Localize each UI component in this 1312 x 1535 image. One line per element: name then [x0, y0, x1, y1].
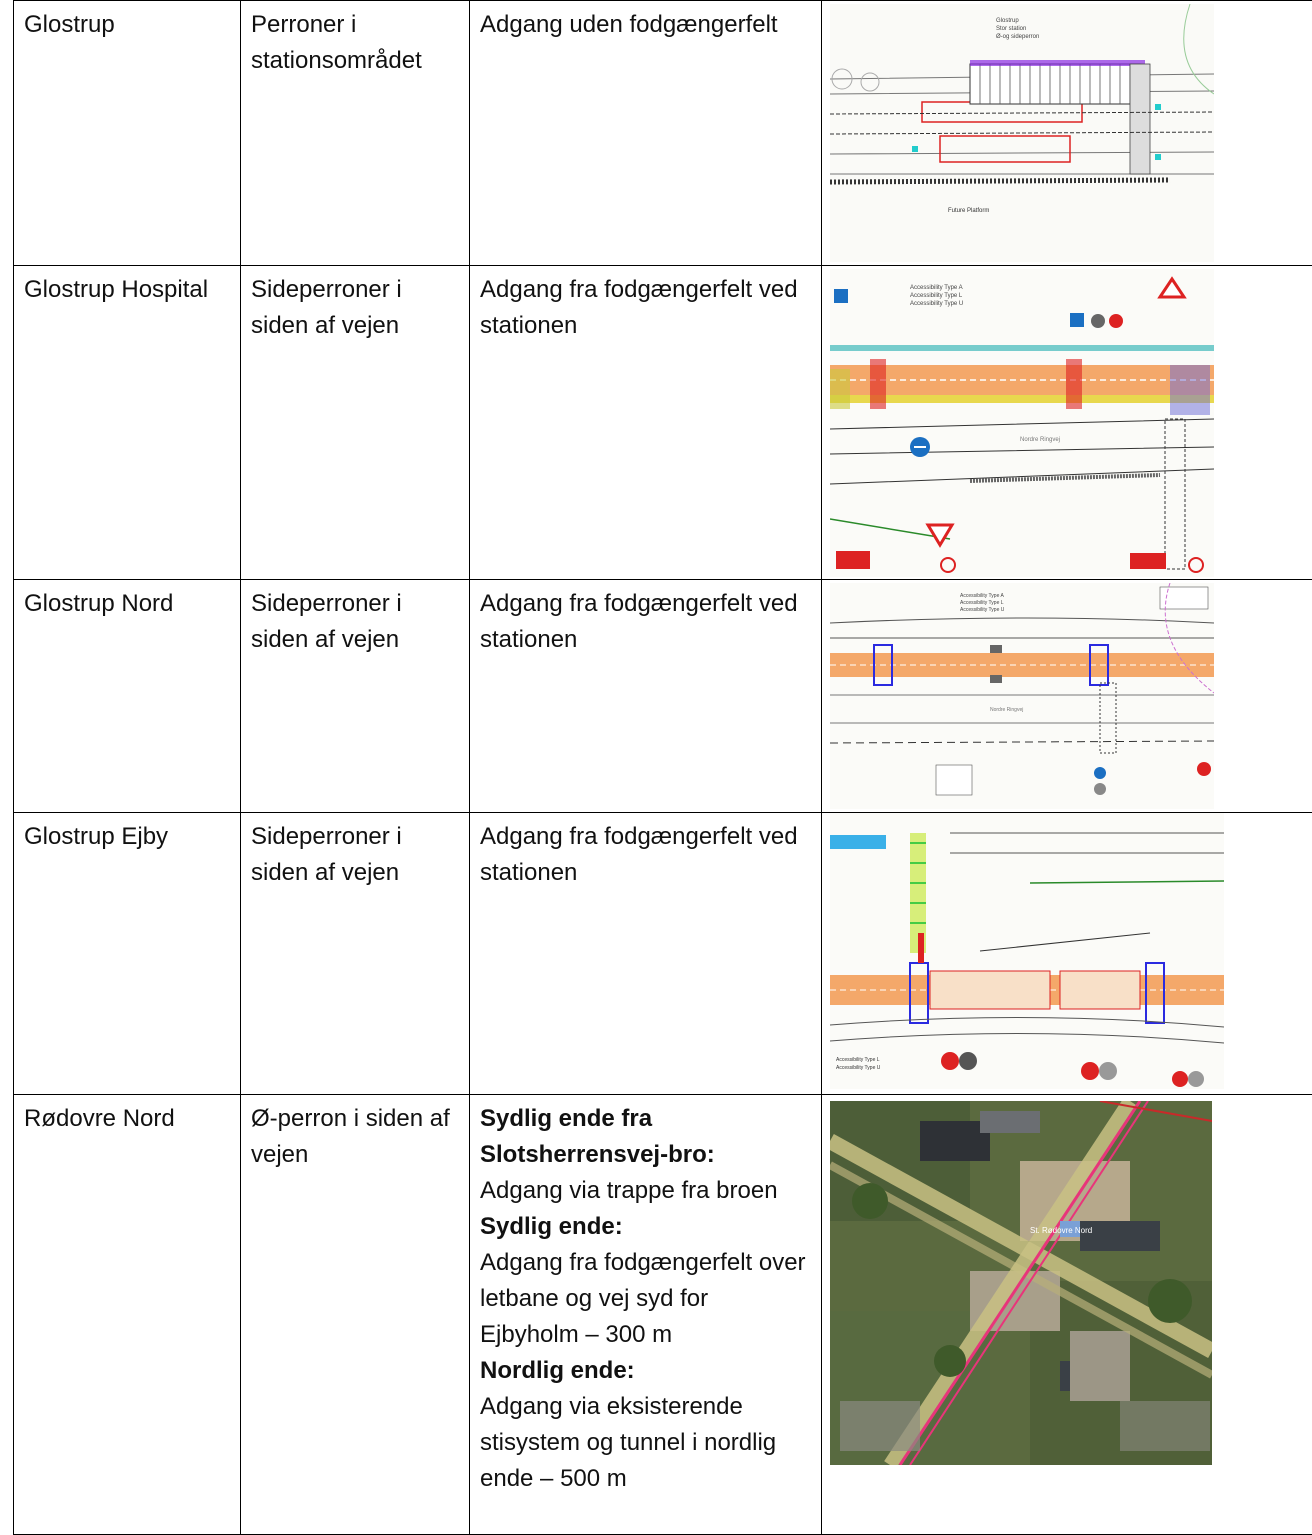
station-drawing-cell	[822, 266, 1312, 580]
platform-type: Sideperroner i siden af vejen	[241, 813, 470, 1095]
table-row	[14, 266, 1312, 580]
table-row	[14, 813, 1312, 1095]
station-drawing	[830, 583, 1214, 809]
drawing-note: Accessibility Type U	[910, 301, 963, 307]
access-text: Adgang fra fodgængerfelt over letbane og vej syd for Ejbyholm – 300 m	[480, 1245, 811, 1353]
station-drawing	[830, 4, 1214, 262]
access-description: Adgang fra fodgængerfelt ved stationen	[470, 813, 822, 1095]
drawing-note: Nordre Ringvej	[1020, 437, 1060, 443]
platform-type: Ø-perron i siden af vejen	[241, 1095, 470, 1535]
station-drawing	[830, 813, 1224, 1089]
station-drawing-cell	[822, 580, 1312, 813]
access-description: Adgang uden fodgængerfelt	[470, 1, 822, 266]
platform-type: Sideperroner i siden af vejen	[241, 266, 470, 580]
drawing-note: Future Platform	[948, 208, 989, 214]
access-heading: Nordlig ende:	[480, 1353, 811, 1389]
photo-label: St. Rødovre Nord	[1030, 1226, 1092, 1235]
access-description: Adgang fra fodgængerfelt ved stationen	[470, 580, 822, 813]
access-heading: Sydlig ende fra Slotsherrensvej-bro:	[480, 1101, 811, 1173]
drawing-note: Accessibility Type A	[960, 593, 1004, 599]
drawing-note: Accessibility Type A	[910, 285, 963, 291]
station-drawing-cell	[822, 1, 1312, 266]
table-row	[14, 1095, 1312, 1535]
station-name: Glostrup Ejby	[14, 813, 241, 1095]
station-name: Rødovre Nord	[14, 1095, 241, 1535]
drawing-note: Accessibility Type U	[836, 1065, 881, 1071]
station-drawing-cell	[822, 813, 1312, 1095]
station-name: Glostrup	[14, 1, 241, 266]
access-text: Adgang via trappe fra broen	[480, 1173, 811, 1209]
stations-table	[13, 0, 1312, 1535]
drawing-note: Ø-og sideperron	[996, 34, 1039, 40]
table-row	[14, 1, 1312, 266]
station-drawing	[830, 269, 1214, 577]
access-heading: Sydlig ende:	[480, 1209, 811, 1245]
access-text: Adgang via eksisterende stisystem og tunnel i nordlig ende – 500 m	[480, 1389, 811, 1497]
drawing-note: Nordre Ringvej	[990, 707, 1023, 713]
access-description	[470, 1095, 822, 1535]
drawing-note: Glostrup	[996, 18, 1019, 24]
drawing-note: Accessibility Type L	[836, 1057, 880, 1063]
platform-type: Sideperroner i siden af vejen	[241, 580, 470, 813]
drawing-note: Accessibility Type L	[910, 293, 963, 299]
drawing-note: Accessibility Type L	[960, 600, 1004, 606]
drawing-note: Stor station	[996, 26, 1026, 32]
platform-type: Perroner i stationsområdet	[241, 1, 470, 266]
station-name: Glostrup Hospital	[14, 266, 241, 580]
access-description: Adgang fra fodgængerfelt ved stationen	[470, 266, 822, 580]
table-row	[14, 580, 1312, 813]
drawing-note: Accessibility Type U	[960, 607, 1005, 613]
aerial-photo	[830, 1101, 1212, 1465]
station-photo-cell	[822, 1095, 1312, 1535]
station-name: Glostrup Nord	[14, 580, 241, 813]
